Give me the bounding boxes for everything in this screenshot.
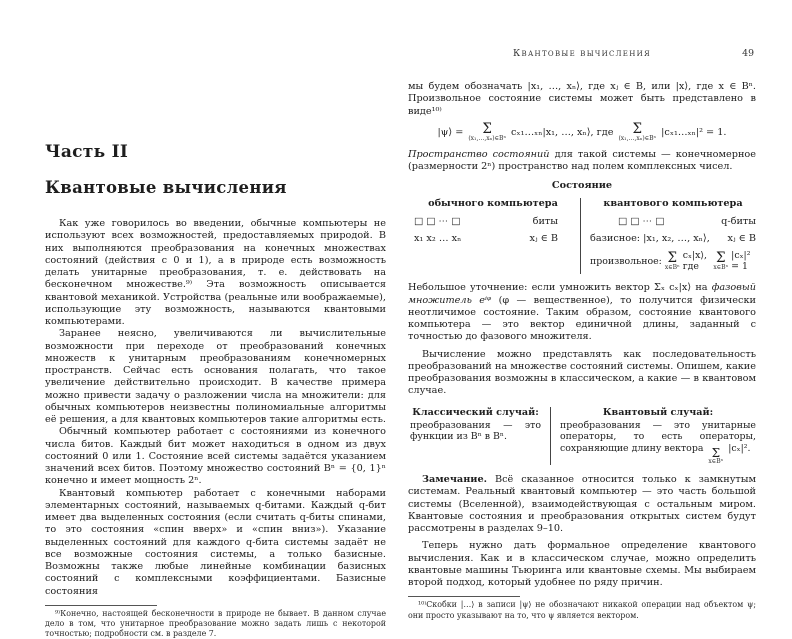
sigma-icon: Σ: [711, 446, 721, 461]
paragraph-computation: Вычисление можно представлять как последовательность преобразований на множестве состояний системы. Опишем, какие преобразования возможны в классическом, а какие — в квантовом случае.: [408, 348, 756, 397]
bit-boxes: □ □ ⋯ □: [414, 216, 461, 228]
chapter-heading: Квантовые вычисления: [45, 178, 287, 197]
sum-operator: [618, 120, 657, 142]
quantum-case-header: Квантовый случай:: [602, 406, 714, 418]
right-page: [408, 48, 756, 621]
footnote-9: ⁹⁾Конечно, настоящей бесконечности в природе не бывает. В данном случае дело в том, что унитарное преобразование можно задать лишь с некоторой точностью; подробности см. в разделе 7.: [45, 608, 386, 639]
quantum-case-text: преобразования — это унитарные операторы, то есть операторы, сохраняющие длину вектора: [560, 419, 756, 455]
sum-limit: x∈Bⁿ: [664, 263, 680, 271]
case-comparison-table: [410, 407, 756, 466]
quantum-case-body: [560, 420, 756, 466]
quantum-case-tail: |cₓ|².: [725, 443, 751, 455]
qbits-label: q-биты: [721, 216, 756, 228]
sum-limit: (x₁,…,xₙ)∈Bⁿ: [618, 134, 657, 142]
basis-domain: xⱼ ∈ B: [727, 233, 756, 245]
classical-case-body: преобразования — это функции из Bⁿ в Bⁿ.: [410, 419, 541, 443]
clarification-before: Небольшое уточнение: если умножить вектор Σₓ cₓ|x⟩ на: [408, 282, 712, 294]
state-table-classic-column: [408, 198, 580, 274]
arbitrary-tail: |cₓ|² = 1: [731, 250, 751, 273]
bit-domain: xⱼ ∈ B: [529, 233, 558, 245]
basis-value: |x₁, x₂, …, xₙ⟩,: [643, 233, 710, 245]
sum-limit: x∈Bⁿ: [713, 263, 729, 271]
part-heading: Часть II: [45, 142, 129, 162]
paragraph-intro: Как уже говорилось во введении, обычные компьютеры не используют всех возможностей, предоставляемых природой. В них выполняются преобразования на конечных множествах состояний (действия с 0 и 1), а в природе есть возможность делать унитарные преобразования, т. е. действовать на бесконечном множестве.⁹⁾ Эта возможность описывается квантовой механикой. Устройства (реальные или воображаемые), использующие эту возможность, называются квантовыми компьютерами.: [45, 218, 386, 327]
sigma-icon: Σ: [632, 120, 643, 137]
sum-operator: [664, 249, 680, 271]
sum-limit: (x₁,…,xₙ)∈Bⁿ: [468, 134, 507, 142]
footnote-rule: [45, 605, 157, 606]
paragraph-classical-computer: Обычный компьютер работает с состояниями из конечного числа битов. Каждый бит может находиться в одном из двух состояний 0 или 1. Состояние всей системы задаётся указанием значений всех битов. Поэтому множество состояний Bⁿ = {0, 1}ⁿ конечно и имеет мощность 2ⁿ.: [45, 426, 386, 487]
running-head-title: Квантовые вычисления: [513, 48, 651, 59]
state-comparison-table: [408, 180, 756, 274]
sum-operator: [468, 120, 507, 142]
left-page: [45, 142, 386, 639]
state-space-term: Пространство состояний: [408, 148, 550, 160]
classic-bits-row: [414, 216, 572, 228]
quantum-basis-row: [590, 233, 756, 245]
classic-values-row: [414, 233, 572, 245]
sigma-icon: Σ: [715, 249, 726, 266]
paragraph-definition: Теперь нужно дать формальное определение квантового вычисления. Как и в классическом случае, можно определить квантовые машины Тьюринга или квантовые схемы. Мы выбираем второй подход, который удобнее по ряду причин.: [408, 540, 756, 589]
state-table-quantum-column: [580, 198, 756, 274]
classical-case-header: Классический случай:: [412, 406, 539, 418]
phase-factor-term: фазовый множитель eⁱᵠ: [408, 282, 756, 306]
classical-case-column: [410, 407, 550, 466]
quantum-column-header: квантового компьютера: [603, 198, 743, 210]
arbitrary-mid: cₓ|x⟩, где: [682, 250, 707, 273]
paragraph-remark: [408, 474, 756, 535]
bits-label: биты: [532, 216, 558, 228]
remark-rest: Всё сказанное относится только к замкнутым системам. Реальный квантовый компьютер — это часть большой системы (Вселенной), взаимодействующая с остальным миром. Квантовые состояния и преобразования открытых систем будут рассмотрены в разделах 9–10.: [408, 474, 756, 535]
classic-column-header: обычного компьютера: [428, 198, 558, 210]
display-formula: [408, 120, 756, 142]
formula-lhs: |ψ⟩ =: [437, 126, 464, 138]
qbit-boxes: □ □ ⋯ □: [618, 216, 665, 228]
running-head: [408, 48, 756, 60]
sum-operator: [713, 249, 729, 271]
paragraph-quantum-computer: Квантовый компьютер работает с конечными наборами элементарных состояний, называемых q-битами. Каждый q-бит имеет два выделенных состояния (если считать q-биты спинами, то это состояния «спин вверх» и «спин вниз»). Указание выделенных состояний для каждого q-бита системы задаёт не все возможные состояния системы, а только базисные. Возможны также любые линейные комбинации базисных состояний с комплексными коэффициентами. Базисные состояния: [45, 487, 386, 597]
state-table-title: Состояние: [551, 180, 613, 192]
paragraph-state-space: [408, 149, 756, 174]
remark-lead: Замечание.: [422, 474, 488, 486]
arbitrary-label: произвольное:: [590, 255, 662, 267]
formula-rhs: |cₓ₁…ₓₙ|² = 1.: [661, 126, 727, 138]
page-number: 49: [742, 48, 754, 59]
paragraph-notation: мы будем обозначать |x₁, …, xₙ⟩, где xⱼ ∈ B, или |x⟩, где x ∈ Bⁿ. Произвольное состояние системы может быть представлено в виде¹⁰⁾: [408, 81, 756, 117]
quantum-case-column: [550, 407, 756, 466]
quantum-arbitrary-row: [590, 250, 756, 272]
sigma-icon: Σ: [667, 249, 678, 266]
footnote-block: [45, 605, 386, 639]
quantum-qbits-row: [590, 216, 756, 228]
footnote-block: [408, 596, 756, 620]
bit-values: x₁ x₂ … xₙ: [414, 233, 462, 245]
paragraph-unclear: Заранее неясно, увеличиваются ли вычислительные возможности при переходе от преобразований конечных множеств к унитарным преобразованиям конечномерных пространств. Сейчас есть основания полагать, что такое увеличение действительно происходит. В качестве примера можно привести задачу о разложении числа на множители: для обычных компьютеров неизвестны полиномиальные алгоритмы её решения, а для квантовых компьютеров такие алгоритмы есть.: [45, 328, 386, 425]
formula-mid: cₓ₁…ₓₙ|x₁, …, xₙ⟩, где: [511, 126, 614, 138]
sum-limit: x∈Bⁿ: [708, 458, 724, 466]
state-space-rest: для такой системы — конечномерное (размерности 2ⁿ) пространство над полем комплексных чисел.: [408, 148, 757, 172]
footnote-10: ¹⁰⁾Скобки |…⟩ в записи |ψ⟩ не обозначают никакой операции над объектом ψ; они просто указывают на то, что ψ является вектором.: [408, 600, 756, 620]
clarification-after: (φ — вещественное), то получится физически неотличимое состояние. Таким образом, состояние квантового компьютера — это вектор единичной длины, заданный с точностью до фазового множителя.: [408, 294, 756, 343]
paragraph-clarification: [408, 282, 756, 343]
sigma-icon: Σ: [482, 120, 492, 137]
basis-label: базисное:: [590, 233, 641, 245]
footnote-rule: [408, 596, 520, 597]
sum-operator: [708, 448, 723, 465]
